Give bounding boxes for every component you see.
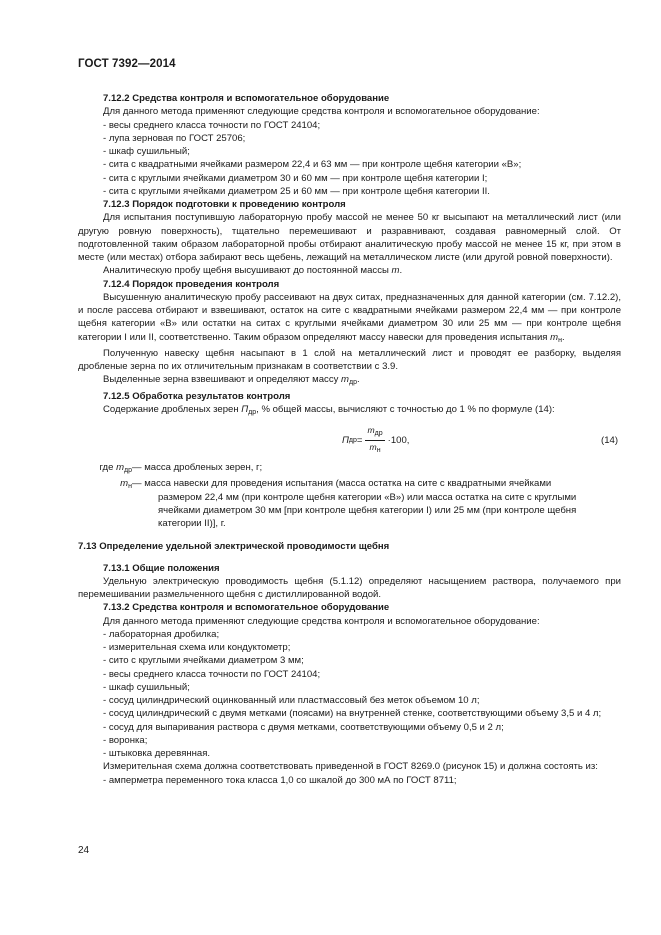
list-item: - шкаф сушильный; — [103, 681, 190, 693]
list-item: - шкаф сушильный; — [103, 146, 190, 157]
paragraph: Удельную электрическую проводимость щебня (5.1.12) определяют насыщением раствора, получаемого при перемешивании размельченного щебня с дистиллированной водой. — [78, 575, 621, 600]
formula-14 — [78, 421, 621, 457]
list-item: - лупа зерновая по ГОСТ 25706; — [103, 132, 246, 144]
fraction: $\frac{m_{др}}{m_н}$ — [367, 425, 383, 454]
paragraph: Высушенную аналитическую пробу рассеивают на двух ситах, предназначенных для данной категории (см. 7.12.2), и после рассева отбирают и взвешивают, остаток на сите с квадратными ячейками размером 22,4 мм — при контроле щебня категории «В» или остатки на ситах с круглыми ячейками диаметром 30 или 25 мм — при контроле щебня категории I или II, соответственно. Таким образом определяют массу навески для проведения испытания $m_н$. — [78, 291, 621, 344]
list-item: - сито с круглыми ячейками диаметром 3 мм; — [103, 655, 304, 667]
paragraph: Для испытания поступившую лабораторную пробу массой не менее 50 кг высыпают на металлический лист (или другую ровную поверхность), тщательно перемешивают и разравнивают, создавая равномерный слой. От подготовленной таким образом лабораторной пробы отбирают аналитическую пробу массой не менее 15 кг, при этом в месте (или местах) отбора забирают весь щебень, лежащий на металлическом листе (или другой ровной поверхности). — [78, 212, 621, 263]
list-item: - штыковка деревянная. — [103, 748, 211, 759]
page-content — [78, 92, 621, 787]
paragraph: Содержание дробленых зерен $П_{др}$, % общей массы, вычисляют с точностью до 1 % по формуле (14): — [103, 403, 555, 416]
section-heading-7-12-4: 7.12.4 Порядок проведения контроля — [103, 278, 280, 290]
list-item: - сита с круглыми ячейками диаметром 25 и 60 мм — при контроле щебня категории II. — [103, 185, 490, 197]
section-heading-7-13: 7.13 Определение удельной электрической проводимости щебня — [78, 541, 390, 553]
equation-number: (14) — [601, 435, 618, 446]
section-heading-7-13-2: 7.13.2 Средства контроля и вспомогательное оборудование — [103, 602, 390, 614]
list-item: - сосуд для выпаривания раствора с двумя метками, соответствующими объему 0,5 и 2 л; — [103, 721, 504, 733]
list-item: - лабораторная дробилка; — [103, 628, 220, 640]
list-item: - измерительная схема или кондуктометр; — [103, 642, 291, 653]
list-item: - сита с квадратными ячейками размером 22,4 и 63 мм — при контроле щебня категории «В»; — [103, 159, 522, 171]
list-item: - сита с круглыми ячейками диаметром 30 и 60 мм — при контроле щебня категории I; — [103, 172, 488, 184]
section-heading-7-12-5: 7.12.5 Обработка результатов контроля — [103, 390, 291, 402]
list-item: - сосуд цилиндрический с двумя метками (поясами) на внутренней стенке, соответствующими объему 3,5 и 4 л; — [103, 708, 602, 720]
paragraph: Полученную навеску щебня насыпают в 1 слой на металлический лист и проводят ее разборку, выделяя дробленые зерна по их отличительным признакам в соответствии с 3.9. — [78, 347, 621, 372]
list-item: - сосуд цилиндрический оцинкованный или пластмассовый без меток объемом 10 л; — [103, 695, 480, 706]
paragraph: Выделенные зерна взвешивают и определяют массу $m_{др}$. — [103, 374, 360, 387]
list-item: - весы среднего класса точности по ГОСТ 24104; — [103, 668, 321, 680]
list-item: - амперметра переменного тока класса 1,0 со шкалой до 300 мА по ГОСТ 8711; — [103, 774, 457, 786]
paragraph: Для данного метода применяют следующие средства контроля и вспомогательное оборудование: — [103, 106, 540, 118]
list-item: - воронка; — [103, 734, 148, 746]
where-clause: где $m_{др}$ — масса дробленых зерен, г; — [99, 462, 263, 474]
formula-expression: П др = $\frac{m_{др}}{m_н}$ ·100, — [342, 425, 410, 454]
paragraph: Аналитическую пробу щебня высушивают до постоянной массы m. — [103, 265, 403, 277]
page-header: ГОСТ 7392—2014 — [78, 58, 176, 70]
section-heading-7-12-3: 7.12.3 Порядок подготовки к проведению контроля — [103, 199, 346, 210]
section-heading-7-12-2: 7.12.2 Средства контроля и вспомогательное оборудование — [103, 93, 390, 104]
paragraph: Измерительная схема должна соответствовать приведенной в ГОСТ 8269.0 (рисунок 15) и должна состоять из: — [103, 761, 598, 773]
section-heading-7-13-1: 7.13.1 Общие положения — [103, 562, 220, 574]
paragraph: Для данного метода применяют следующие средства контроля и вспомогательное оборудование: — [103, 615, 540, 627]
list-item: - весы среднего класса точности по ГОСТ 24104; — [103, 119, 321, 131]
where-clause: $m_н$ — масса навески для проведения испытания (масса остатка на сите с квадратными ячейками размером 22,4 мм (при контроле щебня категории «В») или масса остатка на сите с круглыми ячейками диаметром 30 мм [при контроле щебня категории I) или 25 мм (при контроле щебня категории II)], г. — [120, 478, 577, 529]
page-number: 24 — [78, 845, 90, 856]
